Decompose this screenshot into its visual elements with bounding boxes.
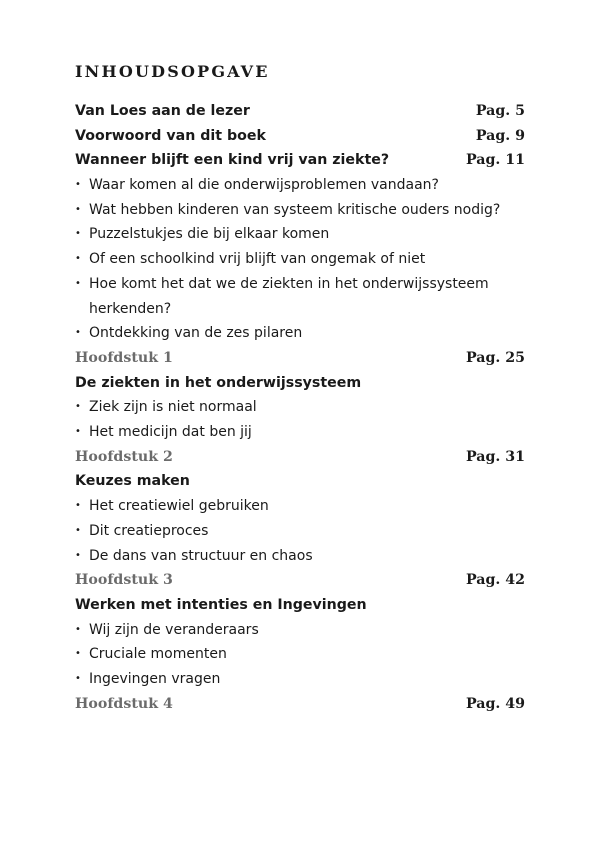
- chapter-label: Hoofdstuk 2: [75, 448, 173, 465]
- bullet-icon: •: [75, 549, 81, 561]
- list-item-text: Het medicijn dat ben jij: [89, 424, 252, 441]
- chapter-title: Werken met intenties en Ingevingen: [75, 596, 367, 613]
- list-item-text: Ziek zijn is niet normaal: [89, 399, 257, 416]
- table-of-contents: [75, 62, 525, 716]
- list-item: [75, 222, 525, 247]
- toc-entry: [75, 148, 525, 173]
- bullet-icon: •: [75, 673, 81, 685]
- chapter-title-row: [75, 469, 525, 494]
- chapter-heading: [75, 445, 525, 470]
- toc-page-number: Pag. 5: [475, 103, 525, 119]
- chapter-label: Hoofdstuk 1: [75, 349, 173, 366]
- toc-page-number: Pag. 25: [465, 349, 525, 366]
- bullet-list: [75, 173, 525, 346]
- bullet-list: [75, 395, 525, 444]
- bullet-icon: •: [75, 253, 81, 265]
- list-item-text: Cruciale momenten: [89, 646, 227, 663]
- list-item: [75, 321, 525, 346]
- chapter-heading: [75, 568, 525, 593]
- bullet-icon: •: [75, 203, 81, 215]
- list-item-text: Of een schoolkind vrij blijft van ongemak of niet: [89, 251, 426, 268]
- chapter-title-row: [75, 593, 525, 618]
- list-item-text: Puzzelstukjes die bij elkaar komen: [89, 226, 330, 243]
- bullet-icon: •: [75, 500, 81, 512]
- chapter-title-row: [75, 371, 525, 396]
- bullet-icon: •: [75, 179, 81, 191]
- toc-page-number: Pag. 31: [465, 448, 525, 465]
- list-item: [75, 420, 525, 445]
- list-item-text: Ingevingen vragen: [89, 671, 221, 688]
- toc-entry-label: Voorwoord van dit boek: [75, 127, 266, 144]
- list-item: [75, 544, 525, 569]
- list-item: [75, 198, 525, 223]
- page-title: INHOUDSOPGAVE: [75, 62, 270, 81]
- chapter-label: Hoofdstuk 4: [75, 695, 173, 712]
- list-item: [75, 494, 525, 519]
- toc-page-number: Pag. 11: [465, 152, 525, 169]
- bullet-icon: •: [75, 327, 81, 339]
- bullet-icon: •: [75, 277, 81, 289]
- list-item: [75, 618, 525, 643]
- toc-page-number: Pag. 49: [465, 695, 525, 712]
- chapter-heading: [75, 346, 525, 371]
- toc-page-number: Pag. 9: [475, 127, 525, 144]
- list-item-text: Dit creatieproces: [89, 522, 209, 539]
- list-item: [75, 642, 525, 667]
- toc-entry-label: Van Loes aan de lezer: [75, 103, 250, 119]
- toc-entry: [75, 124, 525, 149]
- list-item: [75, 395, 525, 420]
- list-item: [75, 272, 525, 321]
- list-item-text: De dans van structuur en chaos: [89, 547, 313, 564]
- list-item: [75, 519, 525, 544]
- bullet-icon: •: [75, 524, 81, 536]
- list-item-text: Wat hebben kinderen van systeem kritische ouders nodig?: [89, 201, 501, 218]
- list-item: [75, 667, 525, 692]
- list-item-text: Waar komen al die onderwijsproblemen vandaan?: [89, 177, 439, 194]
- list-item: [75, 247, 525, 272]
- list-item-text: Wij zijn de veranderaars: [89, 621, 259, 638]
- list-item-text: Het creatiewiel gebruiken: [89, 498, 269, 515]
- bullet-list: [75, 494, 525, 568]
- bullet-icon: •: [75, 426, 81, 438]
- list-item-text: Ontdekking van de zes pilaren: [89, 325, 303, 342]
- toc-page-number: Pag. 42: [465, 572, 525, 589]
- toc-entry: [75, 99, 525, 124]
- bullet-list: [75, 618, 525, 692]
- chapter-label: Hoofdstuk 3: [75, 572, 173, 589]
- chapter-title: Keuzes maken: [75, 473, 190, 490]
- list-item: [75, 173, 525, 198]
- chapter-title: De ziekten in het onderwijssysteem: [75, 374, 362, 391]
- toc-entry-label: Wanneer blijft een kind vrij van ziekte?: [75, 152, 390, 169]
- bullet-icon: •: [75, 228, 81, 240]
- list-item-text: Hoe komt het dat we de ziekten in het onderwijssysteem herkenden?: [89, 275, 489, 317]
- chapter-heading: [75, 692, 525, 717]
- bullet-icon: •: [75, 401, 81, 413]
- bullet-icon: •: [75, 623, 81, 635]
- bullet-icon: •: [75, 648, 81, 660]
